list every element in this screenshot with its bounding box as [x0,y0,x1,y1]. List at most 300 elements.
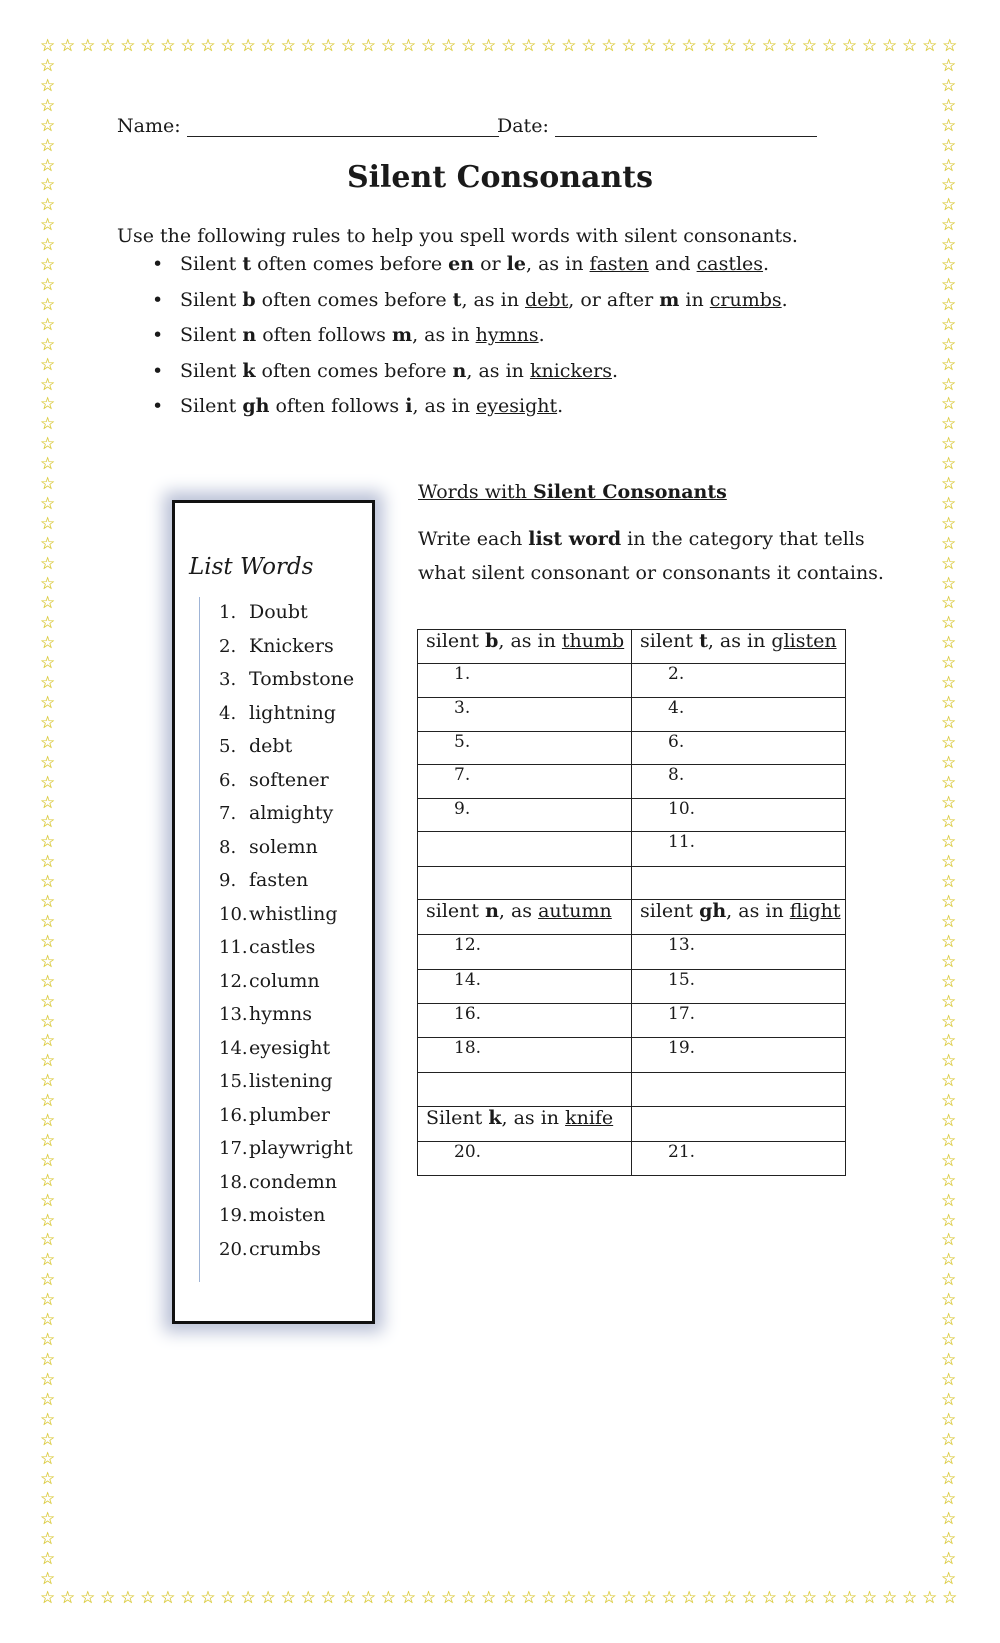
table-row [418,1073,846,1107]
table-row [418,900,846,935]
star-icon: ☆ [861,36,878,56]
answer-cell[interactable]: 17. [632,1004,846,1038]
star-icon: ☆ [941,951,957,972]
star-icon: ☆ [300,1588,316,1608]
star-icon: ☆ [100,1588,116,1608]
list-words [219,596,354,1266]
table-row [418,1038,846,1073]
star-icon: ☆ [941,115,957,136]
star-icon: ☆ [460,36,477,56]
star-icon: ☆ [40,573,56,594]
list-word-item: 11. castles [219,936,316,958]
list-word-item: 16. plumber [219,1103,330,1126]
star-border-right [941,58,956,1588]
star-icon: ☆ [941,374,957,395]
bullet-icon: • [152,359,164,382]
star-icon: ☆ [941,1270,957,1291]
star-icon: ☆ [941,75,957,96]
star-icon: ☆ [521,1588,537,1608]
star-icon: ☆ [781,1588,797,1608]
star-icon: ☆ [40,1190,56,1211]
star-icon: ☆ [40,314,56,335]
answer-cell[interactable]: 14. [418,970,632,1004]
star-icon: ☆ [941,1529,957,1550]
star-icon: ☆ [320,36,336,56]
star-icon: ☆ [941,752,957,773]
list-word-item: 17. playwright [219,1137,353,1159]
rule-item: • Silent t often comes before en or le, as in fasten and castles. [152,247,788,283]
star-icon: ☆ [701,1588,717,1608]
list-word-item: 3. Tombstone [219,668,355,690]
star-icon: ☆ [40,474,56,495]
answer-cell[interactable]: 16. [418,1004,632,1038]
star-icon: ☆ [40,633,56,654]
star-icon: ☆ [941,1449,957,1470]
bullet-icon: • [152,253,164,275]
star-icon: ☆ [440,36,457,56]
page-title: Silent Consonants [346,160,654,195]
star-icon: ☆ [661,36,677,56]
star-icon: ☆ [40,274,56,295]
star-icon: ☆ [881,1588,898,1608]
star-icon: ☆ [40,1230,56,1251]
star-icon: ☆ [320,1588,336,1608]
star-icon: ☆ [761,1588,777,1608]
star-icon: ☆ [941,1230,957,1251]
star-icon: ☆ [941,513,957,534]
star-icon: ☆ [941,1031,957,1052]
star-icon: ☆ [941,394,957,415]
star-icon: ☆ [941,56,957,76]
table-row [418,970,846,1004]
answer-cell[interactable]: 10. [632,799,846,832]
star-icon: ☆ [440,1588,457,1608]
star-icon: ☆ [941,1130,957,1151]
star-icon: ☆ [40,294,56,315]
star-icon: ☆ [240,1588,256,1608]
list-word-item: 4. lightning [219,701,336,724]
star-icon: ☆ [40,394,56,415]
star-icon: ☆ [661,1588,677,1608]
table-row [418,630,846,664]
star-icon: ☆ [40,1071,56,1092]
star-icon: ☆ [40,772,56,793]
star-icon: ☆ [40,693,56,713]
star-icon: ☆ [681,36,697,56]
category-header-cell: silent t, as in glisten [632,630,846,664]
answer-cell[interactable] [632,1073,846,1107]
star-icon: ☆ [941,673,957,694]
star-icon: ☆ [902,36,918,56]
star-icon: ☆ [40,175,56,196]
star-icon: ☆ [941,1011,957,1032]
star-icon: ☆ [140,1588,156,1608]
star-icon: ☆ [40,135,56,156]
star-icon: ☆ [240,36,256,56]
bullet-icon: • [152,324,164,346]
star-icon: ☆ [941,693,957,713]
star-icon: ☆ [300,36,316,56]
section-instructions: Write each list word in the category that tells what silent consonant or consonants it contains. [418,528,884,584]
table-row [418,765,846,799]
star-icon: ☆ [721,36,737,56]
star-icon: ☆ [941,1469,957,1490]
star-icon: ☆ [701,36,717,56]
star-icon: ☆ [40,56,56,76]
star-icon: ☆ [941,95,957,116]
star-icon: ☆ [200,36,216,56]
star-icon: ☆ [721,1588,737,1608]
star-icon: ☆ [40,434,56,455]
star-icon: ☆ [120,1588,136,1608]
star-icon: ☆ [941,1509,957,1530]
star-icon: ☆ [40,155,56,176]
table-row [418,935,846,970]
list-word-item: 14. eyesight [219,1036,331,1059]
star-icon: ☆ [941,1548,957,1569]
star-icon: ☆ [941,732,957,753]
star-icon: ☆ [561,36,577,56]
list-words-box [172,500,375,1324]
star-icon: ☆ [941,175,957,196]
star-icon: ☆ [40,1031,56,1052]
star-icon: ☆ [40,1011,56,1032]
star-icon: ☆ [40,673,56,694]
list-word-item: 9. fasten [219,869,309,891]
star-icon: ☆ [340,1588,356,1608]
star-icon: ☆ [40,653,56,674]
star-icon: ☆ [280,1588,296,1608]
star-icon: ☆ [941,832,957,853]
star-icon: ☆ [941,1170,957,1191]
rule-item: • Silent n often follows m, as in hymns. [152,318,788,354]
star-icon: ☆ [40,533,56,554]
star-icon: ☆ [60,1588,76,1608]
star-icon: ☆ [200,1588,216,1608]
star-icon: ☆ [40,1389,56,1410]
star-icon: ☆ [941,1429,957,1450]
star-icon: ☆ [941,792,957,813]
star-icon: ☆ [641,1588,657,1608]
table-row [418,867,846,900]
star-icon: ☆ [40,553,56,574]
star-icon: ☆ [60,36,76,56]
star-icon: ☆ [741,36,757,56]
star-icon: ☆ [601,1588,617,1608]
star-icon: ☆ [481,36,497,56]
star-icon: ☆ [400,36,417,56]
star-icon: ☆ [941,911,957,932]
star-icon: ☆ [40,75,56,96]
star-icon: ☆ [40,852,56,873]
star-icon: ☆ [941,334,957,355]
star-icon: ☆ [40,513,56,534]
star-icon: ☆ [941,633,957,654]
star-icon: ☆ [420,1588,437,1608]
list-words-title: List Words [189,554,314,580]
section-title: Words with Silent Consonants [418,481,727,503]
answer-cell[interactable]: 19. [632,1038,846,1073]
star-icon: ☆ [280,36,296,56]
list-vertical-rule [199,597,200,1282]
star-icon: ☆ [561,1588,577,1608]
star-icon: ☆ [941,553,957,574]
answer-cell[interactable] [418,1073,632,1107]
star-icon: ☆ [40,792,56,813]
star-icon: ☆ [941,1071,957,1092]
star-icon: ☆ [942,1588,958,1608]
star-icon: ☆ [941,255,957,276]
star-icon: ☆ [40,374,56,395]
answer-cell[interactable]: 13. [632,935,846,970]
date-label: Date: [497,115,549,137]
star-icon: ☆ [40,454,56,475]
star-border-left [40,58,55,1588]
category-header-cell [632,1107,846,1142]
star-icon: ☆ [941,1210,957,1231]
answer-cell[interactable] [418,867,632,900]
star-icon: ☆ [40,1369,56,1390]
answer-cell[interactable]: 21. [632,1142,846,1176]
star-icon: ☆ [40,1210,56,1231]
list-word-item: 8. solemn [219,835,318,858]
answer-cell[interactable]: 3. [418,698,632,732]
date-field[interactable] [497,115,817,137]
star-icon: ☆ [941,533,957,554]
date-blank-line[interactable] [555,117,817,137]
list-word-item: 18. condemn [219,1170,337,1193]
star-icon: ☆ [220,1588,236,1608]
star-icon: ☆ [460,1588,477,1608]
star-icon: ☆ [40,1250,56,1271]
star-icon: ☆ [160,36,176,56]
star-icon: ☆ [941,1091,957,1112]
star-icon: ☆ [40,1588,56,1608]
star-icon: ☆ [40,36,56,56]
star-icon: ☆ [581,1588,597,1608]
answer-cell[interactable]: 12. [418,935,632,970]
star-icon: ☆ [40,1429,56,1450]
star-icon: ☆ [541,36,557,56]
star-icon: ☆ [160,1588,176,1608]
star-icon: ☆ [40,1290,56,1311]
answer-cell[interactable]: 9. [418,799,632,832]
star-icon: ☆ [941,1190,957,1211]
star-icon: ☆ [941,892,957,913]
answer-cell[interactable] [418,832,632,867]
list-word-item: 13. hymns [219,1003,312,1025]
star-icon: ☆ [40,1529,56,1550]
star-icon: ☆ [40,1051,56,1072]
star-icon: ☆ [941,1150,957,1171]
star-icon: ☆ [941,1310,957,1331]
answer-cell[interactable]: 20. [418,1142,632,1176]
list-word-item: 10. whistling [219,902,338,925]
star-icon: ☆ [941,135,957,156]
star-icon: ☆ [941,434,957,455]
list-word-item: 20. crumbs [219,1237,321,1260]
star-icon: ☆ [40,1568,56,1589]
star-icon: ☆ [941,971,957,992]
star-icon: ☆ [941,1349,957,1370]
name-label: Name: [117,115,181,137]
answer-cell[interactable]: 6. [632,732,846,765]
star-icon: ☆ [861,1588,878,1608]
category-header-cell: Silent k, as in knife [418,1107,632,1142]
star-icon: ☆ [40,354,56,375]
star-icon: ☆ [941,235,957,256]
star-icon: ☆ [80,36,96,56]
table-row [418,1142,846,1176]
list-word-item: 1. Doubt [219,601,308,623]
star-icon: ☆ [40,1310,56,1331]
table-row [418,832,846,867]
star-icon: ☆ [821,36,838,56]
star-icon: ☆ [821,1588,838,1608]
list-word-item: 12. column [219,969,320,992]
answer-cell[interactable]: 8. [632,765,846,799]
answer-cell[interactable]: 5. [418,732,632,765]
star-icon: ☆ [220,36,236,56]
category-header-cell: silent n, as autumn [418,900,632,935]
star-icon: ☆ [922,36,938,56]
star-icon: ☆ [180,36,196,56]
star-icon: ☆ [941,573,957,594]
star-border-top [40,38,958,55]
star-icon: ☆ [40,593,56,614]
star-icon: ☆ [941,712,957,733]
star-icon: ☆ [941,294,957,315]
rules-list [152,247,788,425]
star-icon: ☆ [941,454,957,475]
star-icon: ☆ [841,36,858,56]
star-icon: ☆ [581,36,597,56]
star-icon: ☆ [40,493,56,514]
star-icon: ☆ [941,1051,957,1072]
table-row [418,698,846,732]
star-icon: ☆ [40,971,56,992]
answer-cell[interactable]: 15. [632,970,846,1004]
star-icon: ☆ [40,1548,56,1569]
list-word-item: 15. listening [219,1070,333,1092]
star-icon: ☆ [40,991,56,1012]
star-icon: ☆ [941,1409,957,1430]
star-icon: ☆ [941,1290,957,1311]
star-icon: ☆ [40,1489,56,1510]
list-word-item: 7. almighty [219,802,334,824]
star-icon: ☆ [260,1588,276,1608]
star-icon: ☆ [40,1270,56,1291]
star-icon: ☆ [40,1111,56,1132]
star-icon: ☆ [40,1409,56,1430]
answer-cell[interactable]: 4. [632,698,846,732]
star-icon: ☆ [260,36,276,56]
star-icon: ☆ [40,1449,56,1470]
star-icon: ☆ [941,852,957,873]
star-icon: ☆ [40,1170,56,1191]
table-row [418,664,846,698]
star-icon: ☆ [922,1588,938,1608]
star-icon: ☆ [521,36,537,56]
star-icon: ☆ [40,255,56,276]
star-icon: ☆ [881,36,898,56]
star-icon: ☆ [941,414,957,435]
answer-cell[interactable]: 7. [418,765,632,799]
answer-cell[interactable]: 18. [418,1038,632,1073]
star-icon: ☆ [761,36,777,56]
star-icon: ☆ [40,1509,56,1530]
category-table [417,629,846,1176]
star-icon: ☆ [360,1588,376,1608]
star-icon: ☆ [40,872,56,893]
star-icon: ☆ [941,593,957,614]
star-icon: ☆ [801,1588,818,1608]
category-header-cell: silent b, as in thumb [418,630,632,664]
star-icon: ☆ [481,1588,497,1608]
name-blank-line[interactable] [187,117,499,137]
star-icon: ☆ [541,1588,557,1608]
answer-cell[interactable]: 2. [632,664,846,698]
star-icon: ☆ [40,951,56,972]
star-icon: ☆ [40,195,56,216]
star-icon: ☆ [942,36,958,56]
star-icon: ☆ [40,215,56,236]
star-icon: ☆ [941,195,957,216]
star-icon: ☆ [941,1369,957,1390]
star-icon: ☆ [941,314,957,335]
star-icon: ☆ [380,36,397,56]
star-icon: ☆ [40,732,56,753]
star-icon: ☆ [180,1588,196,1608]
star-icon: ☆ [40,892,56,913]
star-icon: ☆ [941,812,957,833]
star-border-bottom [40,1590,958,1607]
star-icon: ☆ [40,613,56,634]
table-row [418,1107,846,1142]
star-icon: ☆ [902,1588,918,1608]
rule-item: • Silent b often comes before t, as in debt, or after m in crumbs. [152,283,788,319]
star-icon: ☆ [941,1389,957,1410]
star-icon: ☆ [40,1150,56,1171]
star-icon: ☆ [641,36,657,56]
star-icon: ☆ [400,1588,417,1608]
star-icon: ☆ [621,1588,637,1608]
category-header-cell: silent gh, as in flight [632,900,846,935]
answer-cell[interactable] [632,867,846,900]
intro-text: Use the following rules to help you spell words with silent consonants. [117,225,798,247]
star-icon: ☆ [120,36,136,56]
star-icon: ☆ [40,235,56,256]
star-icon: ☆ [941,274,957,295]
star-icon: ☆ [801,36,818,56]
name-field[interactable] [117,115,499,137]
list-word-item: 6. softener [219,768,329,791]
star-icon: ☆ [941,613,957,634]
star-icon: ☆ [621,36,637,56]
star-icon: ☆ [941,991,957,1012]
answer-cell[interactable]: 1. [418,664,632,698]
star-icon: ☆ [40,832,56,853]
star-icon: ☆ [80,1588,96,1608]
star-icon: ☆ [941,1568,957,1589]
star-icon: ☆ [941,474,957,495]
star-icon: ☆ [360,36,376,56]
star-icon: ☆ [380,1588,397,1608]
list-word-item: 2. Knickers [219,634,334,657]
answer-cell[interactable]: 11. [632,832,846,867]
star-icon: ☆ [941,1330,957,1350]
star-icon: ☆ [601,36,617,56]
